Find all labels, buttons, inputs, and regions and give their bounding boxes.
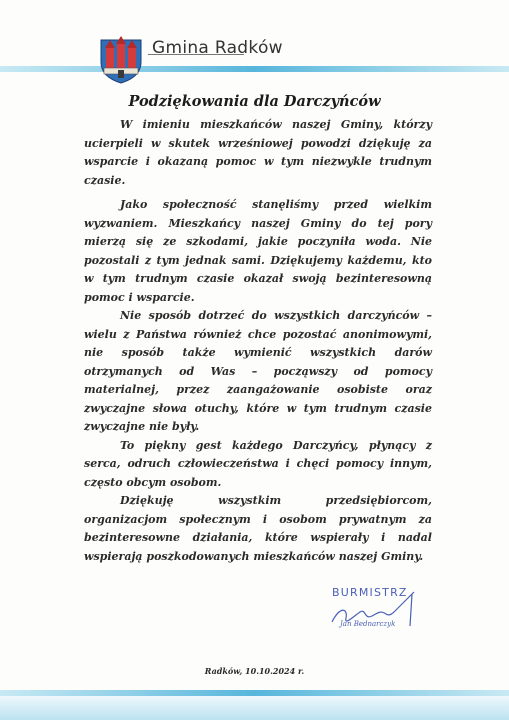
place-and-date: Radków, 10.10.2024 r. [204,666,305,676]
paragraph: To piękny gest każdego Darczyńcy, płynący z serca, odruch człowieczeństwa i chęci pomocy innym, często obcym osobom. [84,438,432,489]
header-divider [0,66,509,72]
stamp-name: Jan Bednarczyk [340,620,396,628]
mayor-stamp [318,586,438,646]
paragraph: Nie sposób dotrzeć do wszystkich darczyńców – wielu z Państwa również chce pozostać anonimowymi, nie sposób także wymienić wszystkich darów otrzymanych od Was – począwszy od pomocy materialnej, przez zaangażowanie osobiste oraz zwyczajne słowa otuchy, które w tym trudnym czasie zwyczajne nie były. [84,309,432,433]
handwritten-signature [318,586,438,646]
municipality-name: Gmina Radków [152,38,283,58]
paragraph: Jako społeczność stanęliśmy przed wielkim wyzwaniem. Mieszkańcy naszej Gminy do tej pory mierzą się ze szkodami, jakie poczyniła woda. Nie pozostali z tym jednak sami. Dziękujemy każdemu, kto w tym trudnym czasie okazał swoją bezinteresowną pomoc i wsparcie. [84,198,432,304]
stamp-title: BURMISTRZ [332,586,408,599]
letter-body [84,116,432,566]
town-crest-icon [96,34,146,84]
paragraph: Dziękuję wszystkim przedsiębiorcom, organizacjom społecznym i osobom prywatnym za bezinteresowne działania, które wspierały i nadal wspierają poszkodowanych mieszkańców naszej Gminy. [84,494,432,563]
paragraph: W imieniu mieszkańców naszej Gminy, którzy ucierpieli w skutek wrześniowej powodzi dziękuję za wsparcie i okazaną pomoc w tym niezwykle trudnym czasie. [84,118,432,187]
footer-band [0,696,509,720]
letter-title: Podziękowania dla Darczyńców [128,93,381,110]
